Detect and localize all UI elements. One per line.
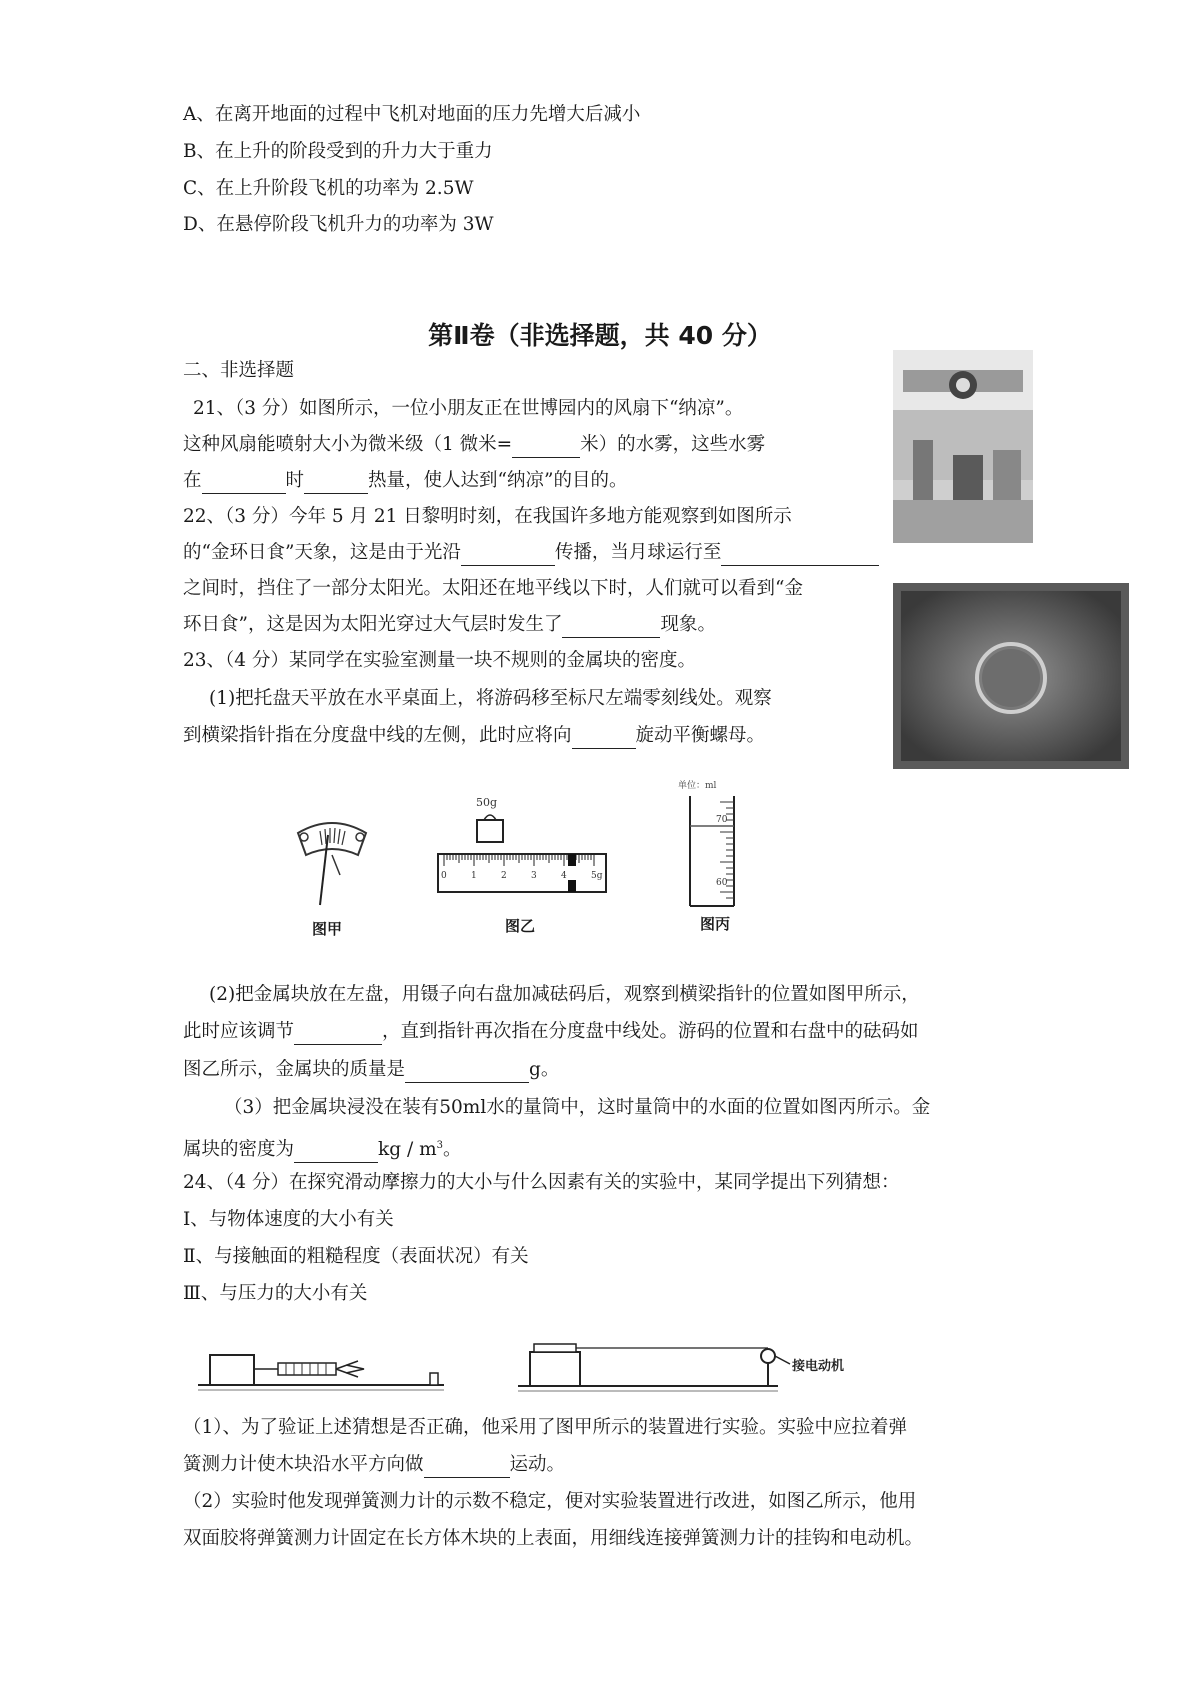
ruler-tick-label: 2 xyxy=(501,871,507,881)
section-label: 二、非选择题 xyxy=(183,360,295,381)
balance-dial-figure xyxy=(292,815,372,910)
q24-p1b xyxy=(183,1452,565,1478)
q23-line1: 23、（4 分）某同学在实验室测量一块不规则的金属块的密度。 xyxy=(183,650,696,671)
section-title: 第Ⅱ卷（非选择题，共 40 分） xyxy=(428,321,772,350)
ruler-tick-label: 4 xyxy=(561,871,567,881)
cylinder-60: 60 xyxy=(716,878,728,888)
q22-line4 xyxy=(183,612,716,638)
answer-blank[interactable] xyxy=(202,473,286,494)
q21-line1: 21、（3 分）如图所示，一位小朋友正在世博园内的风扇下“纳凉”。 xyxy=(193,398,744,419)
q24-guess-2: Ⅱ、与接触面的粗糙程度（表面状况）有关 xyxy=(183,1246,529,1267)
friction-setup-jia xyxy=(196,1335,456,1393)
weight-label: 50g xyxy=(476,796,498,809)
q23-p2b-b: ，直到指针再次指在分度盘中线处。游码的位置和右盘中的砝码如 xyxy=(382,1021,919,1042)
q24-p2b: 双面胶将弹簧测力计固定在长方体木块的上表面，用细线连接弹簧测力计的挂钩和电动机。 xyxy=(183,1528,924,1549)
ruler-tick-label: 5g xyxy=(591,871,603,881)
q23-p2c-a: 图乙所示，金属块的质量是 xyxy=(183,1059,406,1080)
q23-p2c xyxy=(183,1057,559,1083)
answer-blank[interactable] xyxy=(405,1062,529,1083)
q22-line1: 22、（3 分）今年 5 月 21 日黎明时刻，在我国许多地方能观察到如图所示 xyxy=(183,506,792,527)
q23-p3b-b: kg / m xyxy=(378,1139,437,1161)
answer-blank[interactable] xyxy=(572,728,636,749)
fig-jia-caption: 图甲 xyxy=(312,920,343,938)
q23-p1a: (1)把托盘天平放在水平桌面上，将游码移至标尺左端零刻线处。观察 xyxy=(209,688,772,709)
q23-p3b-sup: 3 xyxy=(436,1140,443,1151)
option-d: D、在悬停阶段飞机升力的功率为 3W xyxy=(183,214,494,235)
ruler-weight-figure xyxy=(432,792,612,904)
q23-p1b-a: 到横梁指针指在分度盘中线的左侧，此时应将向 xyxy=(183,725,572,746)
q23-p2b-a: 此时应该调节 xyxy=(183,1021,295,1042)
q24-guess-3: Ⅲ、与压力的大小有关 xyxy=(183,1283,368,1304)
q21-line2-a: 这种风扇能喷射大小为微米级（1 微米= xyxy=(183,434,513,455)
answer-blank[interactable] xyxy=(562,617,660,638)
q23-p3a: （3）把金属块浸没在装有50ml水的量筒中，这时量筒中的水面的位置如图丙所示。金 xyxy=(224,1097,931,1118)
q22-line4-b: 现象。 xyxy=(660,614,716,635)
answer-blank[interactable] xyxy=(461,545,555,566)
friction-setup-yi xyxy=(516,1330,845,1394)
answer-blank[interactable] xyxy=(512,437,580,458)
option-b: B、在上升的阶段受到的升力大于重力 xyxy=(183,141,493,162)
q23-p3b xyxy=(183,1133,462,1163)
q21-line3-b: 时 xyxy=(285,470,305,491)
answer-blank[interactable] xyxy=(304,473,368,494)
q23-p2c-b: g。 xyxy=(529,1059,560,1080)
answer-blank[interactable] xyxy=(294,1142,378,1163)
q24-p1a: （1）、为了验证上述猜想是否正确，他采用了图甲所示的装置进行实验。实验中应拉着弹 xyxy=(183,1417,908,1438)
answer-blank[interactable] xyxy=(294,1024,382,1045)
q21-line2-b: 米）的水雾，这些水雾 xyxy=(580,434,766,455)
fig-yi-caption: 图乙 xyxy=(505,917,536,935)
ruler-tick-label: 1 xyxy=(471,871,477,881)
q23-p3b-a: 属块的密度为 xyxy=(183,1139,295,1161)
q24-line1: 24、（4 分）在探究滑动摩擦力的大小与什么因素有关的实验中，某同学提出下列猜想： xyxy=(183,1172,900,1193)
q23-p2b xyxy=(183,1019,919,1045)
q22-line2-b: 传播，当月球运行至 xyxy=(554,542,722,563)
option-c: C、在上升阶段飞机的功率为 2.5W xyxy=(183,178,474,199)
cylinder-70: 70 xyxy=(716,815,728,825)
q24-guess-1: Ⅰ、与物体速度的大小有关 xyxy=(183,1209,394,1230)
graduated-cylinder-figure xyxy=(676,778,786,913)
q21-line2 xyxy=(183,432,765,458)
answer-blank[interactable] xyxy=(424,1457,510,1478)
q21-line3-a: 在 xyxy=(183,470,202,491)
cylinder-unit: 单位：ml xyxy=(678,781,717,791)
q22-line4-a: 环日食”，这是因为太阳光穿过大气层时发生了 xyxy=(183,614,563,635)
q23-p2a: (2)把金属块放在左盘，用镊子向右盘加减砝码后，观察到横梁指针的位置如图甲所示， xyxy=(209,984,920,1005)
q22-line2-a: 的“金环日食”天象，这是由于光沿 xyxy=(183,542,461,563)
ruler-tick-label: 0 xyxy=(441,871,447,881)
eclipse-photo xyxy=(893,583,1129,769)
fan-photo xyxy=(893,350,1033,543)
q23-p3b-c: 。 xyxy=(442,1139,462,1161)
option-a: A、在离开地面的过程中飞机对地面的压力先增大后减小 xyxy=(183,104,641,125)
answer-blank[interactable] xyxy=(721,545,879,566)
motor-label: 接电动机 xyxy=(792,1359,845,1374)
q22-line3: 之间时，挡住了一部分太阳光。太阳还在地平线以下时，人们就可以看到“金 xyxy=(183,578,803,599)
q24-p2a: （2）实验时他发现弹簧测力计的示数不稳定，便对实验装置进行改进，如图乙所示，他用 xyxy=(183,1491,917,1512)
q22-line2 xyxy=(183,540,879,566)
q21-line3 xyxy=(183,468,627,494)
fig-bing-caption: 图丙 xyxy=(700,915,731,933)
q24-p1b-b: 运动。 xyxy=(509,1454,566,1475)
q23-p1b xyxy=(183,723,765,749)
ruler-tick-label: 3 xyxy=(531,871,537,881)
q21-line3-c: 热量，使人达到“纳凉”的目的。 xyxy=(368,470,628,491)
q23-p1b-b: 旋动平衡螺母。 xyxy=(635,725,766,746)
q24-p1b-a: 簧测力计使木块沿水平方向做 xyxy=(183,1454,424,1475)
